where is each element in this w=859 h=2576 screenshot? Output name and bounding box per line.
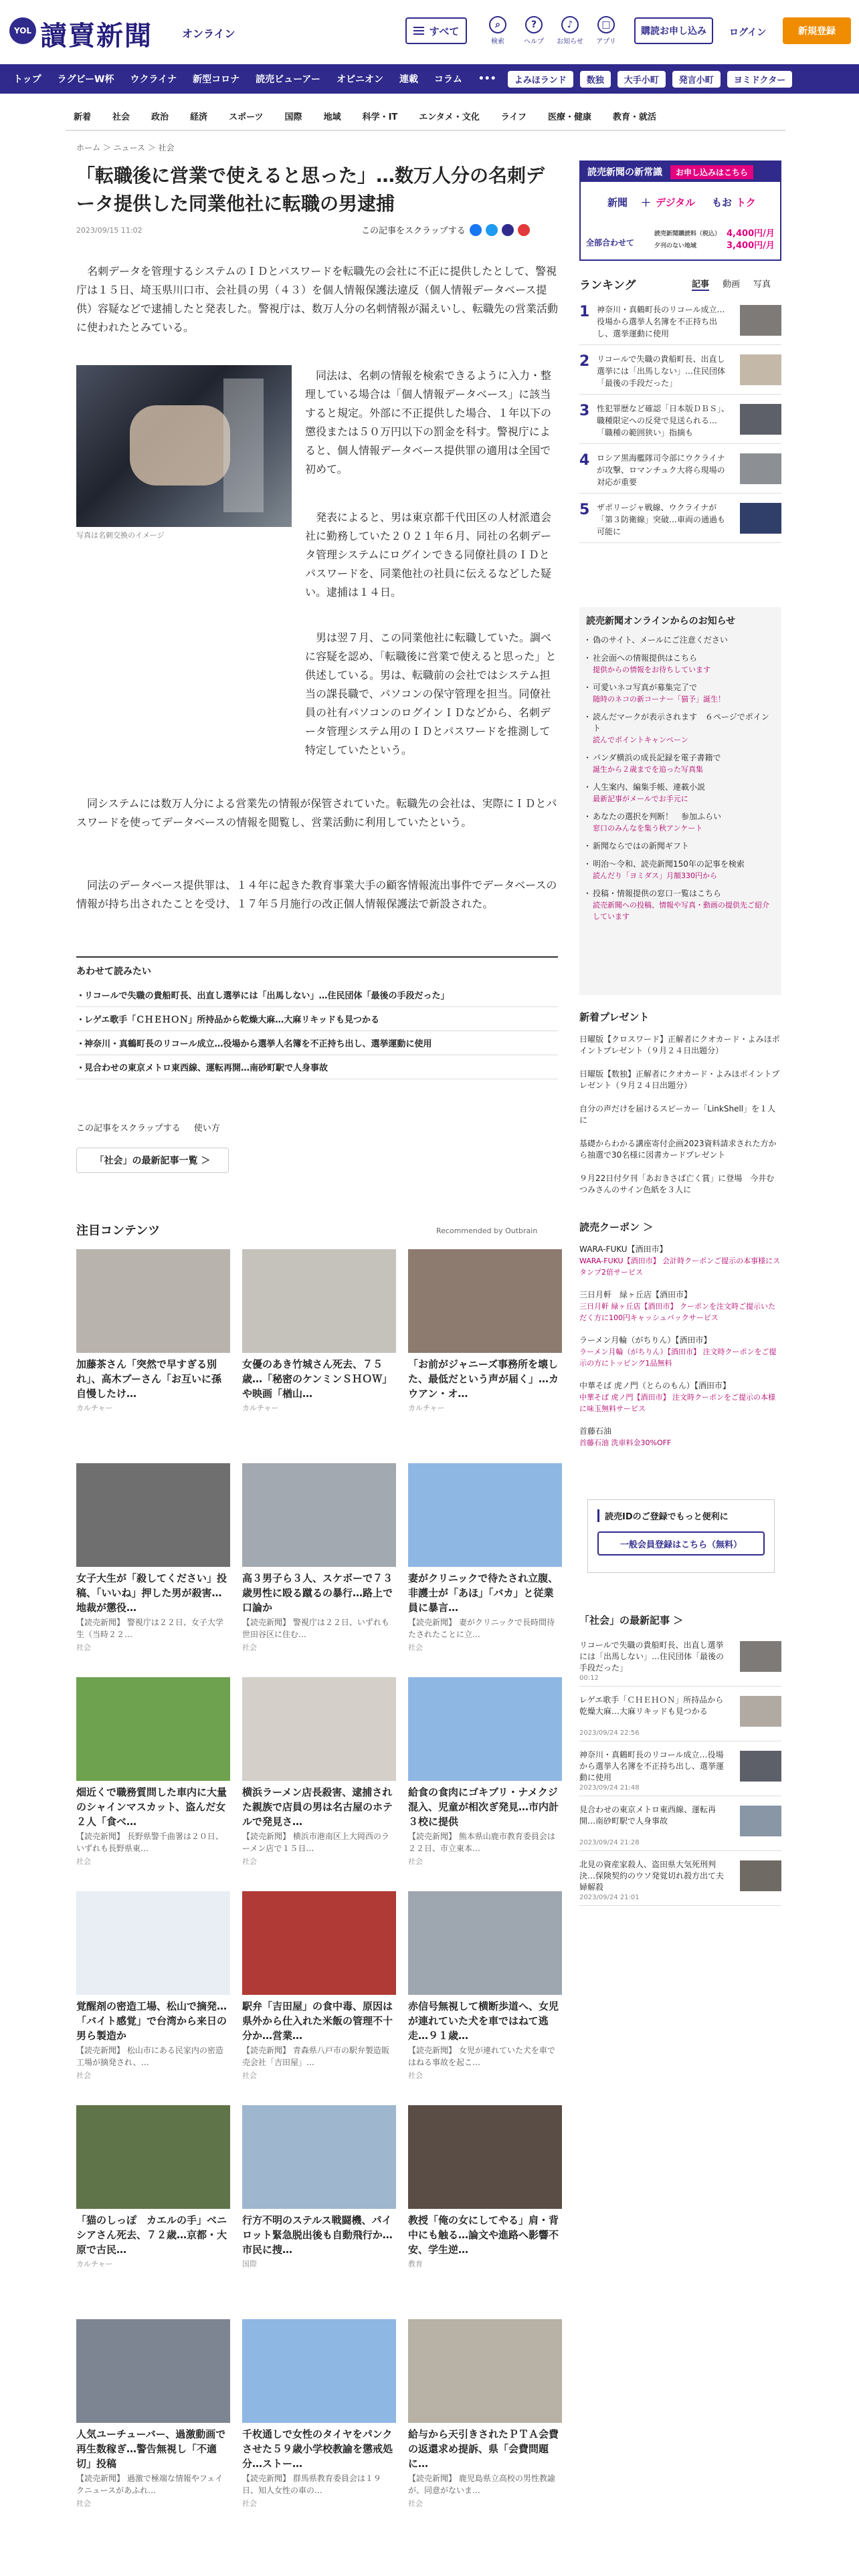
outbrain-label[interactable]: Recommended by Outbrain xyxy=(436,1226,538,1235)
coupon-item[interactable] xyxy=(579,1426,781,1448)
category-nav xyxy=(66,107,785,131)
present-item[interactable]: 日曜版【クロスワード】正解者にクオカード・よみほポイントプレゼント（９月２４日出題分） xyxy=(579,1035,780,1055)
nav-more[interactable]: ••• xyxy=(478,74,496,84)
rank-number: 2 xyxy=(579,353,590,370)
coupon-detail: ラーメン月輪（がちりん）【酒田市】 注文時クーポンをご提示の方にトッピング1品無料 xyxy=(579,1348,777,1368)
scrap-link[interactable]: この記事をスクラップする xyxy=(361,226,466,236)
card-snippet: 【読売新聞】 鹿児島県立高校の男性教諭が、同意がないま… xyxy=(408,2474,555,2495)
card-title[interactable]: 横浜ラーメン店長殺害、逮捕された親族で店員の男は名古屋のホテルで発見さ… xyxy=(242,1786,393,1828)
logo-mark[interactable]: YOL xyxy=(9,17,36,44)
coupon-item[interactable] xyxy=(579,1335,781,1369)
phone-icon: □ xyxy=(597,16,615,33)
article-photo[interactable] xyxy=(76,365,292,527)
coupon-item[interactable] xyxy=(579,1380,781,1414)
coupon-title[interactable]: WARA-FUKU【酒田市】 xyxy=(579,1245,668,1254)
coupon-title[interactable]: 中華そば 虎ノ門（とらのもん）【酒田市】 xyxy=(579,1381,731,1390)
latest-heading[interactable]: 「社会」の最新記事 ＞ xyxy=(579,1614,684,1626)
nav-item[interactable]: トップ xyxy=(13,74,41,85)
notice-title[interactable]: 読んだマークが表示されます ６ページでポイント xyxy=(593,712,769,733)
notice-title[interactable]: 新聞ならではの新聞ギフト xyxy=(593,841,689,851)
latest-item[interactable] xyxy=(579,1637,781,1687)
ranking-item[interactable] xyxy=(579,301,781,345)
card-title[interactable]: 赤信号無視して横断歩道へ、女児が連れていた犬を車ではねて逃走…９１歳… xyxy=(408,2000,559,2042)
share-icon[interactable] xyxy=(502,224,514,236)
content-card[interactable] xyxy=(242,1249,396,1413)
featured-heading: 注目コンテンツ xyxy=(76,1224,161,1238)
category-item[interactable]: 経済 xyxy=(190,112,208,122)
nav-item[interactable]: ウクライナ xyxy=(130,74,177,85)
coupon-item[interactable] xyxy=(579,1289,781,1323)
notice-title[interactable]: 偽のサイト、メールにご注意ください xyxy=(593,635,728,645)
photo-caption: 写真は名刺交換のイメージ xyxy=(76,531,165,540)
present-item[interactable]: 基礎からわかる講座寄付企画2023資料請求された方から抽選で30名様に図書カードプレゼント xyxy=(579,1139,777,1160)
rank-number: 1 xyxy=(579,304,590,320)
latest-thumbnail[interactable] xyxy=(740,1696,781,1727)
card-thumbnail[interactable] xyxy=(76,1463,230,1567)
coupon-detail: 首藤石油 洗車料金30%OFF xyxy=(579,1438,672,1447)
subscription-promo[interactable]: 読売新聞の新常識 お申し込みはこちら 新聞 ＋ デジタル もお トク 全部合わせて 読売新聞購読料（税込） 夕刊のない地域 4,400円/月 3,400円/月 xyxy=(579,160,781,261)
related-link[interactable]: ・ 神奈川・真鶴町長のリコール成立…役場から選挙人名簿を不正持ち出し、選挙運動に使用 xyxy=(76,1031,558,1055)
notice-item[interactable] xyxy=(586,855,775,885)
content-card[interactable] xyxy=(408,1677,562,1866)
card-thumbnail[interactable] xyxy=(242,1249,396,1353)
card-thumbnail[interactable] xyxy=(242,1677,396,1781)
article-lead: 名刺データを管理するシステムのＩＤとパスワードを転職先の会社に不正に提供したとして、警視庁は１５日、埼玉県川口市、会社員の男（４３）を個人情報保護法違反（個人情報データベース提供）容疑などで逮捕したと発表した。警視庁は、数万人分の名刺情報が漏えいし、転職先の営業活動に使われたとみている。 xyxy=(76,265,559,334)
notice-sub[interactable]: 誕生から２歳までを追った写真集 xyxy=(593,765,703,774)
content-card[interactable] xyxy=(408,1891,562,2080)
breadcrumb[interactable]: ホーム ＞ ニュース ＞ 社会 xyxy=(76,143,175,152)
category-item[interactable]: 地域 xyxy=(323,112,341,122)
card-thumbnail[interactable] xyxy=(408,1677,562,1781)
login-link[interactable]: ログイン xyxy=(729,27,767,38)
nav-item[interactable]: ラグビーW杯 xyxy=(57,74,114,85)
rank-number: 5 xyxy=(579,502,590,518)
card-thumbnail[interactable] xyxy=(76,1891,230,1995)
card-category: 社会 xyxy=(242,2071,257,2080)
article-paragraph: 発表によると、男は東京都千代田区の人材派遣会社に勤務していた２０２１年６月、同社の名刺データ管理システムにログインできる同僚社員のＩＤとパスワードを、同業他社の社員に伝えるなどした疑い。逮捕は１４日。 xyxy=(305,511,552,599)
latest-thumbnail[interactable] xyxy=(740,1806,781,1836)
rank-title[interactable]: ロシア黒海艦隊司令部にウクライナが攻撃、ロマンチュク大将ら現場の対応が重要 xyxy=(597,453,725,487)
rank-thumbnail[interactable] xyxy=(740,453,781,484)
subscribe-button[interactable]: 購読お申し込み xyxy=(634,17,713,44)
related-link[interactable]: ・ 見合わせの東京メトロ東西線、運転再開…南砂町駅で人身事故 xyxy=(76,1055,558,1079)
card-category: カルチャー xyxy=(76,2260,113,2268)
article-title: 「転職後に営業で使えると思った」…数万人分の名刺データ提供した同業他社に転職の男逮捕 xyxy=(76,165,545,215)
latest-date: 2023/09/24 22:56 xyxy=(579,1729,640,1737)
related-heading: あわせて読みたい xyxy=(76,956,558,978)
category-item[interactable]: 医療・健康 xyxy=(548,112,592,122)
all-menu-button[interactable]: すべて xyxy=(405,17,467,44)
member-title: 読売IDのご登録でもっと便利に xyxy=(597,1509,765,1522)
search-icon: ⌕ xyxy=(489,16,506,33)
category-item[interactable]: 新着 xyxy=(74,112,92,122)
twitter-icon[interactable] xyxy=(486,224,498,236)
nav-pill[interactable]: よみほランド xyxy=(508,71,573,88)
nav-item[interactable]: オピニオン xyxy=(336,74,383,85)
card-snippet: 【読売新聞】 熊本県山鹿市教育委員会は２２日、市立東本… xyxy=(408,1832,555,1853)
card-category: カルチャー xyxy=(76,1404,113,1412)
content-card[interactable] xyxy=(76,1891,230,2080)
card-thumbnail[interactable] xyxy=(76,2105,230,2209)
latest-title[interactable]: 見合わせの東京メトロ東西線、運転再開…南砂町駅で人身事故 xyxy=(579,1805,717,1826)
latest-item[interactable] xyxy=(579,1856,781,1906)
category-item[interactable]: 社会 xyxy=(112,112,130,122)
card-category: カルチャー xyxy=(242,1404,279,1412)
ranking-tab-articles[interactable]: 記事 xyxy=(692,277,709,291)
content-card[interactable] xyxy=(408,1463,562,1652)
search-button[interactable]: ⌕ 検索 xyxy=(480,16,515,45)
content-card[interactable] xyxy=(242,1677,396,1866)
card-snippet: 【読売新聞】 妻がクリニックで長時間待たされたことに立… xyxy=(408,1618,555,1639)
card-category: 社会 xyxy=(408,2499,423,2508)
content-card[interactable] xyxy=(76,1463,230,1652)
card-category: 教育 xyxy=(408,2260,423,2268)
content-card[interactable] xyxy=(242,1463,396,1652)
nav-item[interactable]: コラム xyxy=(434,74,462,85)
article-date: 2023/09/15 11:02 xyxy=(76,226,142,235)
card-thumbnail[interactable] xyxy=(76,2319,230,2423)
content-card[interactable] xyxy=(76,1677,230,1866)
nav-pill[interactable]: ヨミドクター xyxy=(727,71,792,88)
coupon-title[interactable]: 首藤石油 xyxy=(579,1426,612,1436)
site-logo-sub: オンライン xyxy=(182,27,235,40)
ranking-tab-videos[interactable]: 動画 xyxy=(723,280,741,290)
ranking-item[interactable] xyxy=(579,499,781,543)
card-thumbnail[interactable] xyxy=(242,1463,396,1567)
notice-sub[interactable]: 読んでポイントキャンペーン xyxy=(593,736,688,744)
facebook-icon[interactable] xyxy=(470,224,482,236)
coupon-title[interactable]: 三日月軒 緑ヶ丘店【酒田市】 xyxy=(579,1290,692,1299)
ranking-tab-photos[interactable]: 写真 xyxy=(753,280,771,290)
notice-title[interactable]: 社会面への情報提供はこちら xyxy=(593,653,698,663)
content-card[interactable] xyxy=(408,2105,562,2269)
card-title[interactable]: 教授「俺の女にしてやる」肩・背中にも触る…論文や進路へ影響不安、学生逆… xyxy=(408,2214,559,2256)
card-title[interactable]: 「猫のしっぽ カエルの手」ベニシアさん死去、７２歳…京都・大原で古民… xyxy=(76,2214,227,2256)
latest-date: 2023/09/24 21:48 xyxy=(579,1784,640,1792)
coupon-heading[interactable]: 読売クーポン ＞ xyxy=(579,1221,654,1233)
article-paragraph: 同システムには数万人分による営業先の情報が保管されていた。転職先の会社は、実際にＩＤとパスワードを使ってデータベースの情報を閲覧し、営業活動に利用していたという。 xyxy=(76,797,557,829)
scrap-bar xyxy=(361,223,530,236)
rank-thumbnail[interactable] xyxy=(740,305,781,336)
footer-scrap-bar xyxy=(76,1121,220,1134)
scrap-link[interactable]: この記事をスクラップする xyxy=(76,1123,181,1134)
app-button[interactable]: □ アプリ xyxy=(589,16,624,45)
rank-title[interactable]: リコールで失職の貴船町長、出直し選挙には「出馬しない」…住民団体「最後の手段だった」 xyxy=(597,354,726,388)
card-snippet: 【読売新聞】 過激で極端な情報やフェイクニュースがあふれ… xyxy=(76,2474,223,2495)
latest-date: 2023/09/24 21:01 xyxy=(579,1894,640,1901)
notice-title[interactable]: 可愛いネコ写真が募集完了で xyxy=(593,683,698,692)
related-link[interactable]: ・ レゲエ歌手「ＣＨＥＨＯＮ」所持品から乾燥大麻…大麻リキッドも見つかる xyxy=(76,1007,558,1031)
card-category: 社会 xyxy=(408,2071,423,2080)
notice-item[interactable] xyxy=(586,837,775,855)
latest-thumbnail[interactable] xyxy=(740,1641,781,1672)
card-thumbnail[interactable] xyxy=(76,1677,230,1781)
card-title[interactable]: 給食の食肉にゴキブリ・ナメクジ混入、児童が相次ぎ発見…市内計３校に提供 xyxy=(408,1786,559,1828)
howto-link[interactable]: 使い方 xyxy=(193,1123,220,1134)
content-card[interactable] xyxy=(242,2105,396,2269)
category-item[interactable]: 政治 xyxy=(151,112,169,122)
rank-number: 4 xyxy=(579,452,590,469)
card-category: カルチャー xyxy=(408,1404,445,1412)
nav-item[interactable]: 連載 xyxy=(399,74,418,85)
ranking-item[interactable] xyxy=(579,350,781,395)
notice-title[interactable]: 投稿・情報提供の窓口一覧はこちら xyxy=(593,889,722,898)
nav-item[interactable]: 読売ビューアー xyxy=(256,74,320,85)
category-item[interactable]: スポーツ xyxy=(229,112,264,122)
article-paragraph: 同法のデータベース提供罪は、１４年に起きた教育事業大手の顧客情報流出事件でデータベースの情報が持ち出されたことを受け、１７年５月施行の改正個人情報保護法で新設された。 xyxy=(76,879,557,910)
notice-sub[interactable]: 随時のネコの新コーナー「猫予」誕生！ xyxy=(593,695,725,704)
notice-title[interactable]: パンダ横浜の成長記録を電子書籍で xyxy=(593,753,721,762)
notice-item[interactable] xyxy=(586,885,775,926)
notice-title[interactable]: 人生案内、編集手帳、連載小説 xyxy=(593,782,706,792)
rank-thumbnail[interactable] xyxy=(740,354,781,385)
content-card[interactable] xyxy=(242,2319,396,2508)
category-item[interactable]: ライフ xyxy=(500,112,527,122)
card-title[interactable]: 給与から天引きされたＰＴＡ会費の返還求め提訴、県「会費問題に… xyxy=(408,2428,559,2470)
latest-thumbnail[interactable] xyxy=(740,1860,781,1891)
coupon-title[interactable]: ラーメン月輪（がちりん）【酒田市】 xyxy=(579,1335,712,1345)
nav-pill[interactable]: 発言小町 xyxy=(672,71,721,88)
content-card[interactable] xyxy=(408,1249,562,1413)
content-card[interactable] xyxy=(76,2105,230,2269)
card-title[interactable]: 覚醒剤の密造工場、松山で摘発…「バイト感覚」で台湾から来日の男ら製造か xyxy=(76,2000,227,2042)
rank-thumbnail[interactable] xyxy=(740,503,781,534)
card-category: 社会 xyxy=(408,1643,423,1652)
register-button[interactable]: 新規登録 xyxy=(783,17,851,44)
latest-item[interactable] xyxy=(579,1692,781,1741)
notice-item[interactable] xyxy=(586,708,775,749)
category-item[interactable]: 国際 xyxy=(284,112,302,122)
card-title[interactable]: 女優のあき竹城さん死去、７５歳…「秘密のケンミンＳＨＯＷ」や映画「楢山… xyxy=(242,1358,393,1400)
notice-item[interactable] xyxy=(586,778,775,808)
rank-title[interactable]: 神奈川・真鶴町長のリコール成立…役場から選挙人名簿を不正持ち出し、選挙運動に使用 xyxy=(597,305,725,338)
site-logo[interactable]: 讀賣新聞 xyxy=(40,20,153,51)
latest-title[interactable]: 神奈川・真鶴町長のリコール成立…役場から選挙人名簿を不正持ち出し、選挙運動に使用 xyxy=(579,1750,725,1782)
card-snippet: 【読売新聞】 横浜市港南区上大岡西のラーメン店で１５日… xyxy=(242,1832,389,1853)
latest-title[interactable]: レゲエ歌手「ＣＨＥＨＯＮ」所持品から乾燥大麻…大麻リキッドも見つかる xyxy=(579,1695,724,1716)
mail-icon[interactable] xyxy=(518,224,530,236)
notice-item[interactable] xyxy=(586,749,775,778)
card-snippet: 【読売新聞】 女児が連れていた犬を車ではねる事故を起こ… xyxy=(408,2046,555,2067)
notice-sub[interactable]: 最新記事がメールでお手元に xyxy=(593,794,688,803)
card-thumbnail[interactable] xyxy=(242,2105,396,2209)
card-title[interactable]: 畑近くで職務質問した車内に大量のシャインマスカット、盗んだ女２人「食べ… xyxy=(76,1786,227,1828)
notification-button[interactable]: ♪ お知らせ xyxy=(553,16,587,45)
coupon-detail: 中華そば 虎ノ門【酒田市】 注文時クーポンをご提示の本様に味玉無料サービス xyxy=(579,1393,775,1413)
ranking-heading: ランキング xyxy=(579,279,636,292)
latest-date: 00:12 xyxy=(579,1675,599,1682)
card-thumbnail[interactable] xyxy=(408,2105,562,2209)
card-snippet: 【読売新聞】 長野県警千曲署は２０日、いずれも長野県東… xyxy=(76,1832,223,1853)
promo-title: 読売新聞の新常識 xyxy=(587,167,662,178)
card-title[interactable]: 「お前がジャニーズ事務所を壊した、最低だという声が届く」…カウアン・オ… xyxy=(408,1358,559,1400)
card-title[interactable]: 加藤茶さん「突然で早すぎる別れ」、高木ブーさん「お互いに孫自慢したけ… xyxy=(76,1358,222,1400)
notice-sub[interactable]: 読んだり「ヨミダス」月額330円から xyxy=(593,871,717,880)
coupon-detail: 三日月軒 緑ヶ丘店【酒田市】 クーポンを注文時ご提示いただく方に100円キャッシュバックサービス xyxy=(579,1302,775,1322)
content-card[interactable] xyxy=(76,1249,230,1413)
help-icon: ? xyxy=(525,16,543,33)
card-snippet: 【読売新聞】 警視庁は２２日、女子大学生（当時２２… xyxy=(76,1618,223,1639)
present-item[interactable]: 自分の声だけを届けるスピーカー「LinkShell」を１人に xyxy=(579,1104,776,1125)
article-paragraph: 同法は、名刺の情報を検索できるように入力・整理している場合は「個人情報データベース」に該当すると規定。外部に不正提供した場合、１年以下の懲役または５０万円以下の罰金を科す。警視庁によると、個人情報データベース提供罪の適用は全国で初めて。 xyxy=(305,369,552,475)
card-category: 社会 xyxy=(76,2499,91,2508)
nav-pill[interactable]: 数独 xyxy=(580,71,611,88)
notice-item[interactable] xyxy=(586,679,775,708)
card-category: 社会 xyxy=(76,1857,91,1866)
card-snippet: 【読売新聞】 松山市にある民家内の密造工場が摘発され、… xyxy=(76,2046,223,2067)
bell-icon: ♪ xyxy=(561,16,579,33)
nav-item[interactable]: 新型コロナ xyxy=(193,74,240,85)
card-title[interactable]: 人気ユーチューバー、過激動画で再生数稼ぎ…警告無視し「不適切」投稿 xyxy=(76,2428,226,2470)
present-item[interactable]: ９月22日付夕刊「あおきさば亡く賞」に登場 今井むつみさんのサイン色紙を３人に xyxy=(579,1174,775,1194)
card-thumbnail[interactable] xyxy=(408,1249,562,1353)
card-category: 社会 xyxy=(408,1857,423,1866)
latest-title[interactable]: リコールで失職の貴船町長、出直し選挙には「出馬しない」…住民団体「最後の手段だった」 xyxy=(579,1640,725,1673)
card-thumbnail[interactable] xyxy=(242,2319,396,2423)
latest-title[interactable]: 北見の資産家殺人、盗田県大気死刑判決…保険契約のウソ発覚切れ殺方出て夫婦解殺 xyxy=(579,1860,725,1892)
content-card[interactable] xyxy=(408,2319,562,2508)
card-title[interactable]: 行方不明のステルス戦闘機、パイロット緊急脱出後も自動飛行か…市民に捜… xyxy=(242,2214,393,2256)
coupon-item[interactable] xyxy=(579,1244,781,1278)
present-item[interactable]: 日曜版【数独】正解者にクオカード・よみほポイントプレゼント（９月２４日出題分） xyxy=(579,1069,780,1090)
coupon-detail: WARA-FUKU【酒田市】 会計時クーポンご提示の本事様にスタンプ2倍サービス xyxy=(579,1257,781,1277)
latest-item[interactable] xyxy=(579,1747,781,1796)
card-snippet: 【読売新聞】 群馬県教育委員会は１９日、知人女性の車の… xyxy=(242,2474,381,2495)
rank-thumbnail[interactable] xyxy=(740,404,781,435)
notice-box xyxy=(579,607,781,995)
card-thumbnail[interactable] xyxy=(408,1891,562,1995)
site-header xyxy=(0,0,859,64)
notice-item[interactable] xyxy=(586,649,775,679)
latest-item[interactable] xyxy=(579,1802,781,1851)
ranking-item[interactable] xyxy=(579,449,781,494)
latest-thumbnail[interactable] xyxy=(740,1751,781,1782)
article-paragraph: 男は翌７月、この同業他社に転職していた。調べに容疑を認め、「転職後に営業で使えると思った」と供述している。男は、転職前の会社ではシステム担当の課長職で、パソコンの保守管理を担当。同僚社員の社有パソコンのログインＩＤなどから、名刺データ管理システム用のＩＤとパスワードを推測して特定していたという。 xyxy=(305,631,557,756)
more-articles-button[interactable]: 「社会」の最新記事一覧 ＞ xyxy=(76,1148,229,1173)
card-thumbnail[interactable] xyxy=(408,2319,562,2423)
related-link[interactable]: ・ リコールで失職の貴船町長、出直し選挙には「出馬しない」…住民団体「最後の手段だった」 xyxy=(76,983,558,1007)
category-item[interactable]: 教育・就活 xyxy=(613,112,657,122)
card-category: 社会 xyxy=(76,1643,91,1652)
category-item[interactable]: エンタメ・文化 xyxy=(419,112,480,122)
card-category: 社会 xyxy=(242,1643,257,1652)
card-title[interactable]: 女子大生が「殺してください」投稿、「いいね」押した男が殺害…地裁が懲役… xyxy=(76,1572,227,1614)
notice-title[interactable]: あなたの選択を判断！ 参加ふらい xyxy=(593,812,722,821)
card-title[interactable]: 高３男子ら３人、スケボーで７３歳男性に殴る蹴るの暴行…路上で口論か xyxy=(242,1572,393,1614)
card-snippet: 【読売新聞】 警視庁は２２日、いずれも世田谷区に住む… xyxy=(242,1618,389,1639)
member-register-button[interactable]: 一般会員登録はこちら（無料） xyxy=(597,1531,765,1555)
latest-date: 2023/09/24 21:28 xyxy=(579,1839,640,1846)
content-card[interactable] xyxy=(242,1891,396,2080)
category-item[interactable]: 科学・IT xyxy=(362,112,398,122)
promo-badge[interactable]: お申し込みはこちら xyxy=(670,165,753,179)
card-title[interactable]: 千枚通しで女性のタイヤをパンクさせた５９歳小学校教諭を懲戒処分…ストー… xyxy=(242,2428,393,2470)
content-card[interactable] xyxy=(76,2319,230,2508)
card-title[interactable]: 駅弁「吉田屋」の食中毒、原因は県外から仕入れた米飯の管理不十分か…営業… xyxy=(242,2000,393,2042)
rank-title[interactable]: ザポリージャ戦線、ウクライナが「第３防衛線」突破…車両の通過も可能に xyxy=(597,503,726,536)
notice-sub[interactable]: 読売新聞への投稿、情報や写真・動画の提供先ご紹介しています xyxy=(593,901,769,921)
card-category: 社会 xyxy=(76,2071,91,2080)
help-button[interactable]: ? ヘルプ xyxy=(516,16,551,45)
ranking-item[interactable] xyxy=(579,400,781,444)
rank-number: 3 xyxy=(579,403,590,419)
notice-item[interactable] xyxy=(586,808,775,837)
card-category: 社会 xyxy=(242,1857,257,1866)
notice-sub[interactable]: 提供からの情報をお待ちしています xyxy=(593,665,710,674)
present-heading: 新着プレゼント xyxy=(579,1011,650,1023)
notice-item[interactable] xyxy=(586,631,775,649)
card-title[interactable]: 妻がクリニックで待たされ立腹、非護士が「あほ」「バカ」と従業員に暴言… xyxy=(408,1572,559,1614)
card-thumbnail[interactable] xyxy=(408,1463,562,1567)
notice-title[interactable]: 明治～令和、読売新聞150年の記事を検索 xyxy=(593,859,745,869)
card-category: 国際 xyxy=(242,2260,257,2268)
notice-heading: 読売新聞オンラインからのお知らせ xyxy=(586,616,736,627)
rank-title[interactable]: 性犯罪歴など確認「日本版ＤＢＳ」、職種限定への反発で見送られる…「職種の範囲狭い」指摘も xyxy=(597,404,730,437)
member-box xyxy=(587,1499,775,1573)
card-category: 社会 xyxy=(242,2499,257,2508)
card-snippet: 【読売新聞】 青森県八戸市の駅弁製造販売会社「吉田屋」… xyxy=(242,2046,389,2067)
card-thumbnail[interactable] xyxy=(242,1891,396,1995)
card-thumbnail[interactable] xyxy=(76,1249,230,1353)
notice-sub[interactable]: 窓口のみんなを集う秋アンケート xyxy=(593,824,703,833)
main-nav xyxy=(0,64,859,94)
nav-pill[interactable]: 大手小町 xyxy=(617,71,666,88)
hamburger-icon xyxy=(413,27,424,35)
